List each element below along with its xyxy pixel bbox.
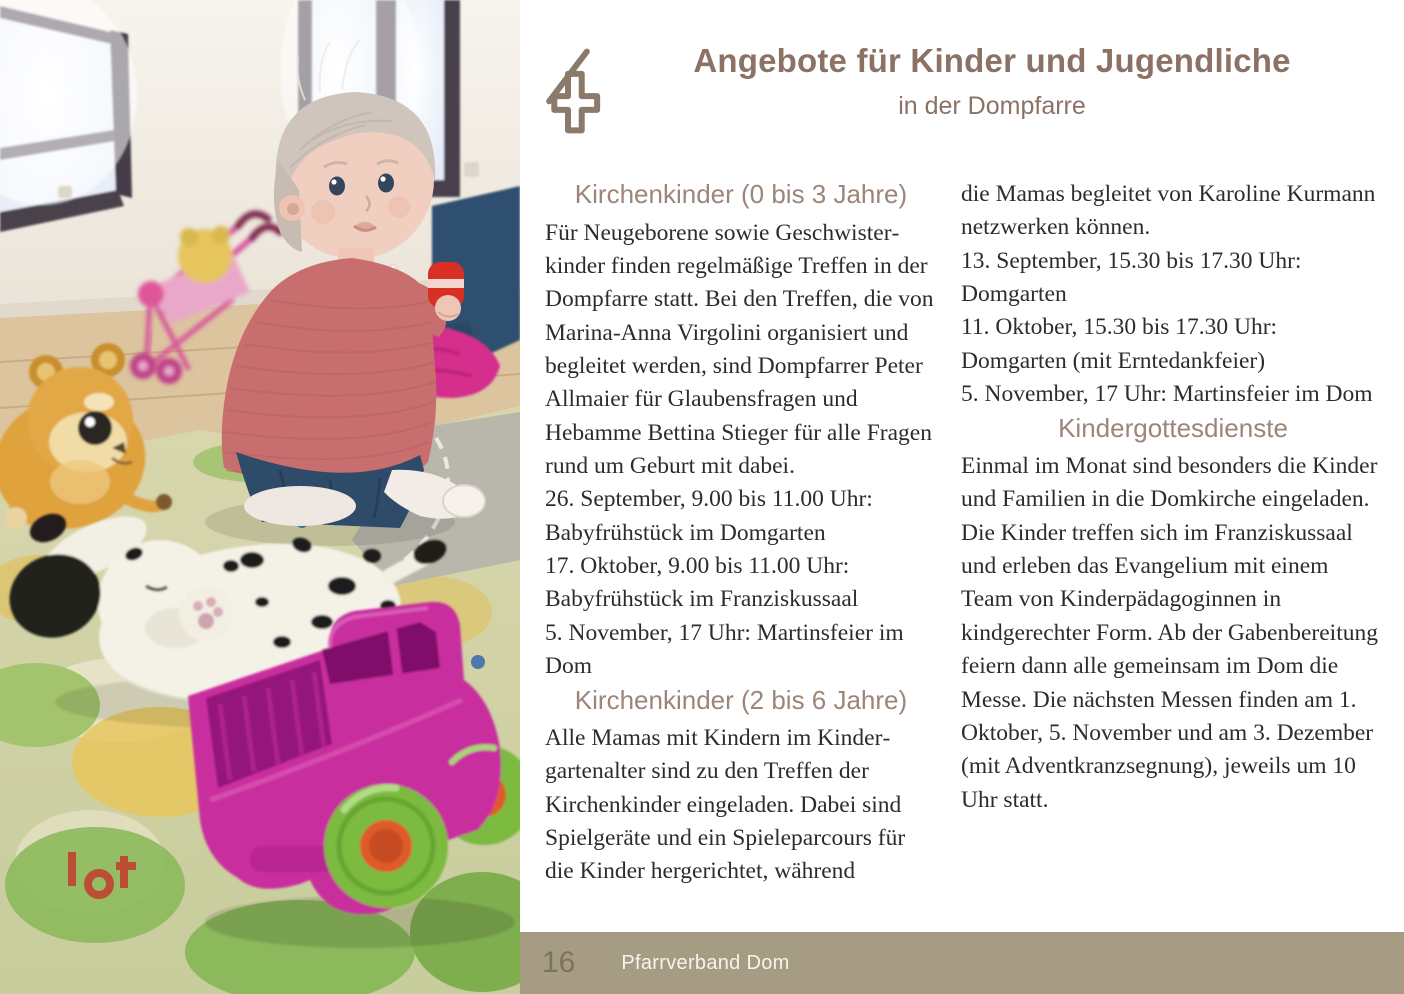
- section-body-kirchenkinder-2-6: Alle Mamas mit Kindern im Kindergartenalter sind zu den Treffen der Kirchenkinder eingeladen. Dabei sind Spielgeräte und ein Spieleparcours für die Kinder hergerichtet, während: [545, 725, 906, 885]
- event-list-kirchenkinder-0-3: [545, 483, 937, 683]
- event-line: 5. November, 17 Uhr: Martinsfeier im Dom: [961, 381, 1373, 408]
- event-line: 17. Oktober, 9.00 bis 11.00 Uhr: Babyfrühstück im Franziskussaal: [545, 553, 859, 613]
- event-line: 26. September, 9.00 bis 11.00 Uhr: Babyfrühstück im Domgarten: [545, 486, 873, 546]
- chapter-cross-icon: [544, 48, 604, 134]
- section-heading-kirchenkinder-0-3: Kirchenkinder (0 bis 3 Jahre): [574, 179, 908, 209]
- page-subtitle: in der Dompfarre: [898, 92, 1086, 120]
- footer-label: Pfarrverband Dom: [621, 951, 790, 974]
- text-columns: [545, 178, 1385, 889]
- section-heading-kirchenkinder-2-6: Kirchenkinder (2 bis 6 Jahre): [574, 684, 908, 715]
- event-line: 13. September, 15.30 bis 17.30 Uhr: Domgarten: [961, 247, 1302, 308]
- text-column-left: [545, 178, 937, 889]
- section-body-kindergottesdienste: Einmal im Monat sind besonders die Kinder und Familien in die Domkirche eingeladen. Die Kinder treffen sich im Franziskussaal und erleben das Evangelium mit einem Team von Kinderpädagoginnen in kindgerechter Form. Ab der Gabenbereitung feiern dann alle gemeinsam im Dom die Messe. Die nächsten Messen finden am 1. Oktober, 5. November und am 3. Dezember (mit Adventkranzsegnung), jeweils um 10 Uhr statt.: [961, 453, 1378, 813]
- event-line: 5. November, 17 Uhr: Martinsfeier im Dom: [545, 619, 904, 680]
- event-list-kirchenkinder-2-6: [961, 245, 1385, 412]
- section-heading-kindergottesdienste: Kindergottesdienste: [1058, 412, 1288, 443]
- window-left: [0, 0, 137, 232]
- page-title: Angebote für Kinder und Jugendliche: [693, 42, 1291, 79]
- footer-bar: [520, 932, 1404, 994]
- section-body-continuation: die Mamas begleitet von Karoline Kurmann netzwerken können.: [961, 181, 1376, 241]
- content-area: [520, 0, 1404, 994]
- event-line: 11. Oktober, 15.30 bis 17.30 Uhr: Domgarten (mit Erntedankfeier): [961, 314, 1278, 374]
- page-header: [520, 42, 1404, 121]
- section-body-kirchenkinder-0-3: Für Neugeborene sowie Geschwisterkinder finden regelmäßige Treffen in der Dompfarre statt. Bei den Treffen, die von Marina-Anna Virgolini organisiert und begleitet werden, sind Dompfarrer Peter Allmaier für Glaubensfragen und Hebamme Bettina Stieger für alle Fragen rund um Geburt mit dabei.: [545, 219, 934, 480]
- photo-children-playroom: [0, 0, 520, 994]
- page-number: 16: [542, 946, 576, 979]
- text-column-right: [961, 178, 1385, 889]
